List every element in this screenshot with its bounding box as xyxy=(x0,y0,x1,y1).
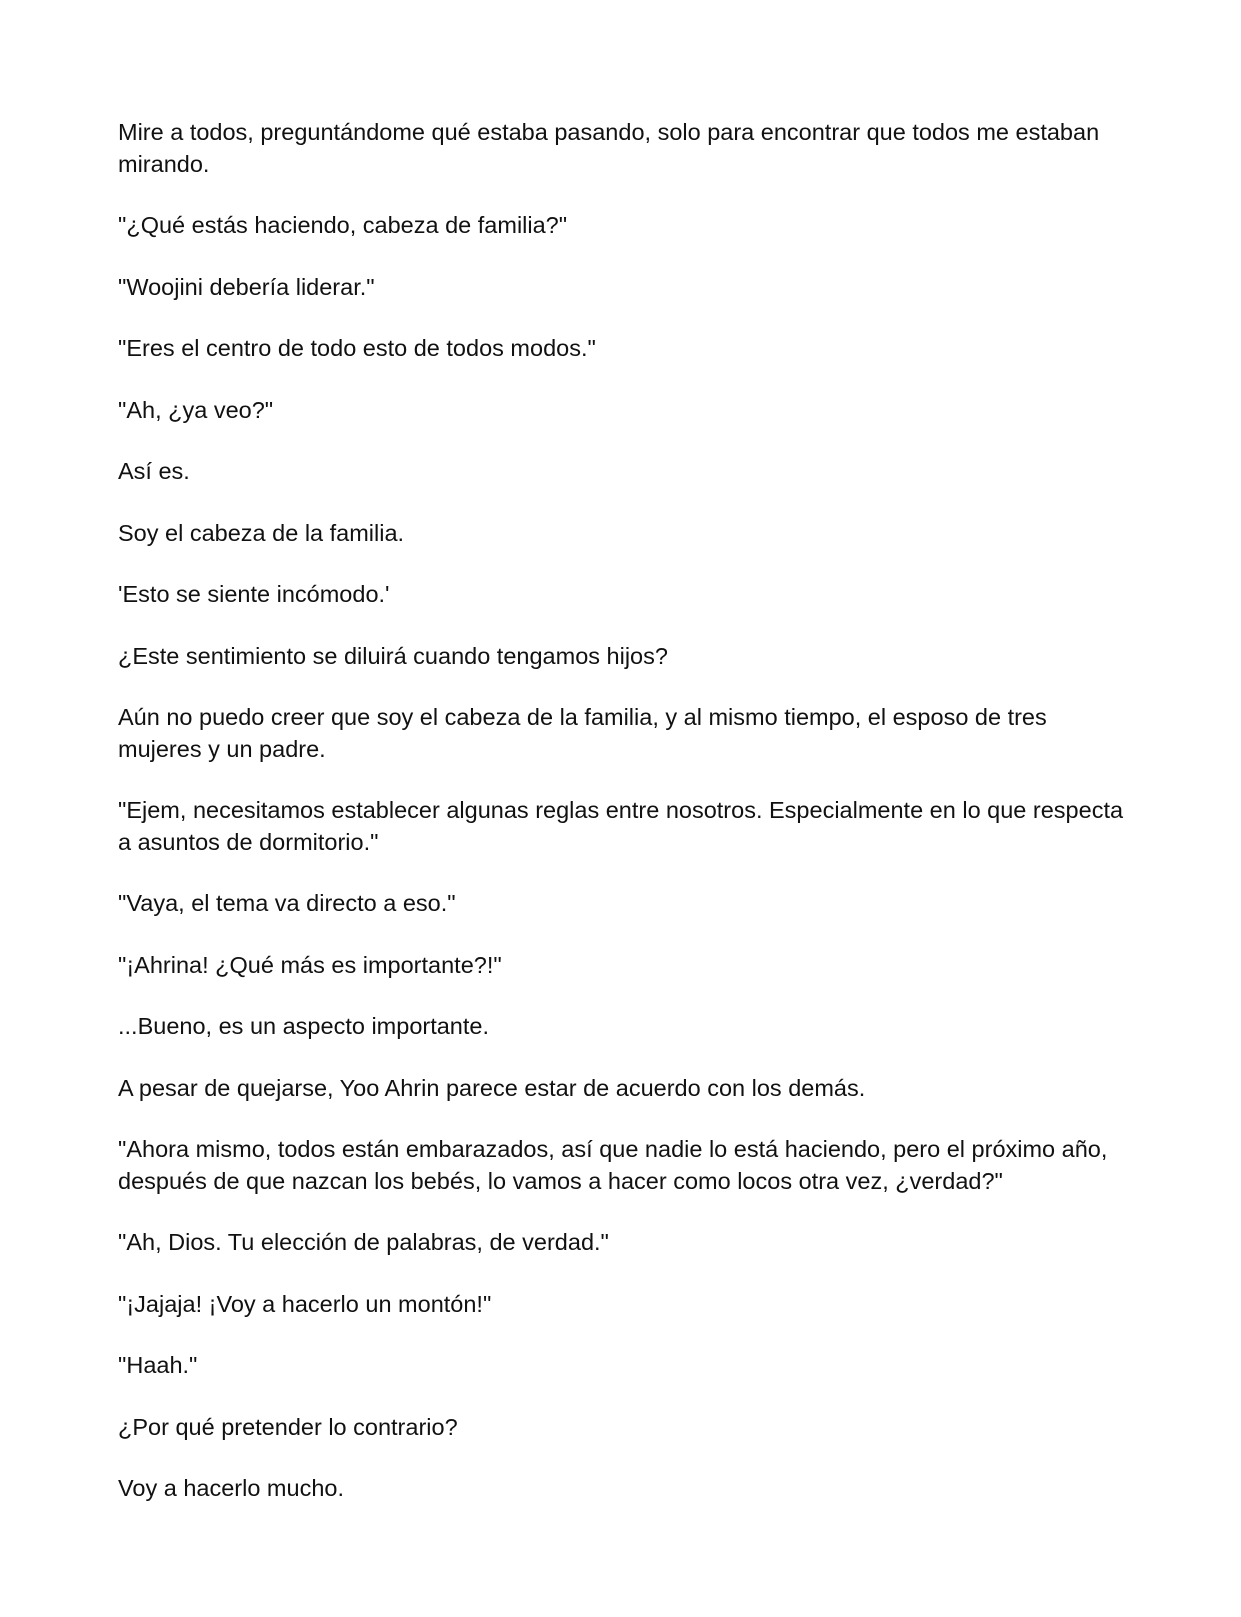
paragraph: A pesar de quejarse, Yoo Ahrin parece estar de acuerdo con los demás. xyxy=(118,1074,866,1101)
paragraph: ¿Por qué pretender lo contrario? xyxy=(118,1413,458,1440)
paragraph: "¡Ahrina! ¿Qué más es importante?!" xyxy=(118,951,502,978)
paragraph: ¿Este sentimiento se diluirá cuando tengamos hijos? xyxy=(118,642,668,669)
paragraph: "Ejem, necesitamos establecer algunas reglas entre nosotros. Especialmente en lo que respecta a asuntos de dormitorio." xyxy=(118,797,1124,855)
paragraph: "Eres el centro de todo esto de todos modos." xyxy=(118,335,596,361)
paragraph: ...Bueno, es un aspecto importante. xyxy=(118,1013,490,1039)
paragraph: Así es. xyxy=(118,458,190,484)
paragraph: "Woojini debería liderar." xyxy=(118,273,375,300)
paragraph: Voy a hacerlo mucho. xyxy=(118,1475,344,1501)
paragraph: "Ahora mismo, todos están embarazados, así que nadie lo está haciendo, pero el próximo año, después de que nazcan los bebés, lo vamos a hacer como locos otra vez, ¿verdad?" xyxy=(118,1136,1108,1194)
paragraph: Aún no puedo creer que soy el cabeza de la familia, y al mismo tiempo, el esposo de tres mujeres y un padre. xyxy=(118,704,1047,762)
paragraph: "Ah, Dios. Tu elección de palabras, de verdad." xyxy=(118,1229,609,1255)
paragraph: "Ah, ¿ya veo?" xyxy=(118,396,274,423)
paragraph: "Vaya, el tema va directo a eso." xyxy=(118,890,456,916)
document-body xyxy=(118,117,1128,1535)
paragraph: "¿Qué estás haciendo, cabeza de familia?" xyxy=(118,212,568,238)
paragraph: Mire a todos, preguntándome qué estaba pasando, solo para encontrar que todos me estaban mirando. xyxy=(118,119,1100,177)
paragraph: 'Esto se siente incómodo.' xyxy=(118,581,390,607)
paragraph: "Haah." xyxy=(118,1352,198,1378)
paragraph: Soy el cabeza de la familia. xyxy=(118,519,405,546)
paragraph: "¡Jajaja! ¡Voy a hacerlo un montón!" xyxy=(118,1290,492,1317)
